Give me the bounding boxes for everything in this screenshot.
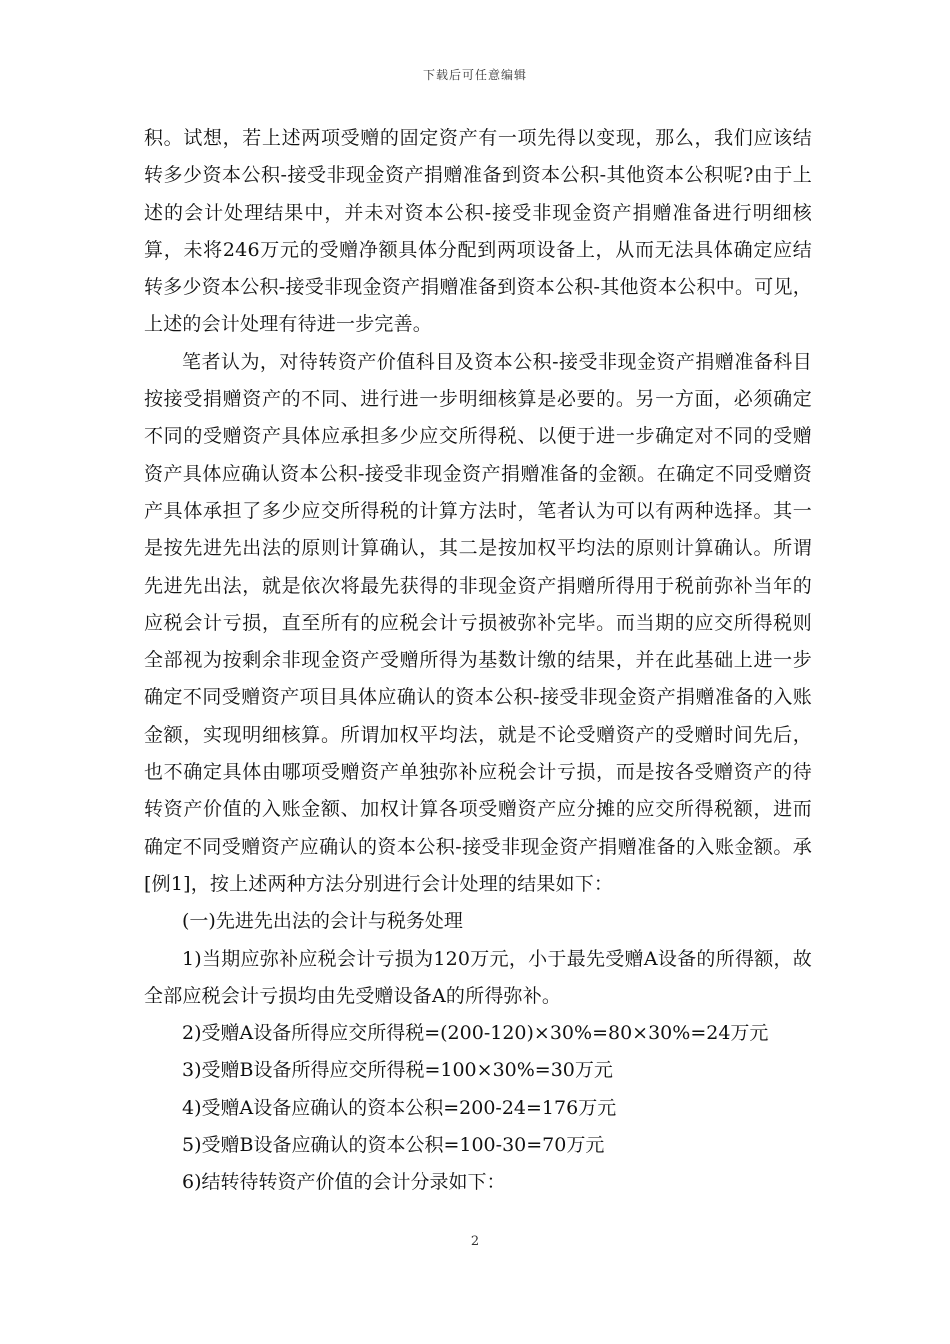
- list-item-3: 3)受赠B设备所得应交所得税=100×30%=30万元: [182, 1059, 613, 1082]
- section-heading: (一)先进先出法的会计与税务处理: [182, 910, 463, 933]
- page-number: 2: [470, 1234, 480, 1249]
- document-body: [144, 120, 812, 1202]
- list-item-6: 6)结转待转资产价值的会计分录如下：: [182, 1171, 506, 1194]
- paragraph-2: 笔者认为，对待转资产价值科目及资本公积-接受非现金资产捐赠准备科目按接受捐赠资产的不同、进行进一步明细核算是必要的。另一方面，必须确定不同的受赠资产具体应承担多少应交所得税、以便于进一步确定对不同的受赠资产具体应确认资本公积-接受非现金资产捐赠准备的金额。在确定不同受赠资产具体承担了多少应交所得税的计算方法时，笔者认为可以有两种选择。其一是按先进先出法的原则计算确认，其二是按加权平均法的原则计算确认。所谓先进先出法，就是依次将最先获得的非现金资产捐赠所得用于税前弥补当年的应税会计亏损，直至所有的应税会计亏损被弥补完毕。而当期的应交所得税则全部视为按剩余非现金资产受赠所得为基数计缴的结果，并在此基础上进一步确定不同受赠资产项目具体应确认的资本公积-接受非现金资产捐赠准备的入账金额，实现明细核算。所谓加权平均法，就是不论受赠资产的受赠时间先后，也不确定具体由哪项受赠资产单独弥补应税会计亏损，而是按各受赠资产的待转资产价值的入账金额、加权计算各项受赠资产应分摊的应交所得税额，进而确定不同受赠资产应确认的资本公积-接受非现金资产捐赠准备的入账金额。承[例1]，按上述两种方法分别进行会计处理的结果如下：: [144, 350, 812, 895]
- list-item-5: 5)受赠B设备应确认的资本公积=100-30=70万元: [182, 1134, 605, 1157]
- page-header-note: 下载后可任意编辑: [422, 68, 527, 82]
- paragraph-1: 积。试想，若上述两项受赠的固定资产有一项先得以变现，那么，我们应该结转多少资本公积-接受非现金资产捐赠准备到资本公积-其他资本公积呢?由于上述的会计处理结果中，并未对资本公积-接受非现金资产捐赠准备进行明细核算，未将246万元的受赠净额具体分配到两项设备上，从而无法具体确定应结转多少资本公积-接受非现金资产捐赠准备到资本公积-其他资本公积中。可见，上述的会计处理有待进一步完善。: [144, 127, 812, 336]
- list-item-1: 1)当期应弥补应税会计亏损为120万元，小于最先受赠A设备的所得额，故全部应税会计亏损均由先受赠设备A的所得弥补。: [144, 947, 812, 1007]
- list-item-4: 4)受赠A设备应确认的资本公积=200-24=176万元: [182, 1096, 617, 1119]
- list-item-2: 2)受赠A设备所得应交所得税=(200-120)×30%=80×30%=24万元: [182, 1022, 769, 1045]
